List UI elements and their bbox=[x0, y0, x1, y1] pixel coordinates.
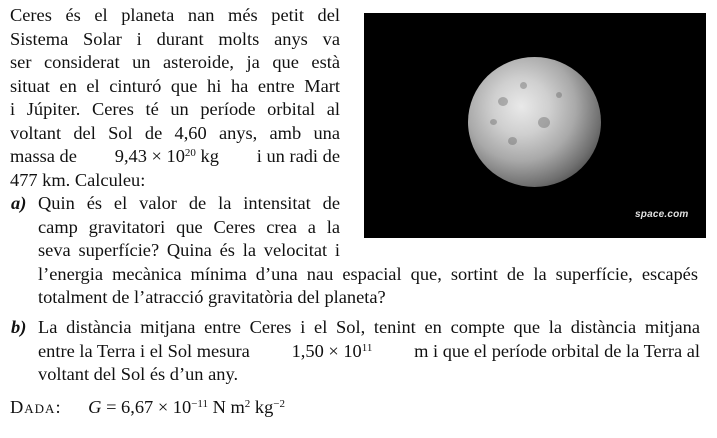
question-a-label: a) bbox=[11, 193, 27, 213]
watermark-text: space.com bbox=[635, 209, 689, 220]
question-b-line: entre la Terra i el Sol mesura $1,50 \times 10^{11}$ m i que el període orbital de la Terra al bbox=[38, 340, 700, 361]
intro-line: situat en el cinturó que hi ha entre Mart bbox=[10, 75, 340, 96]
ceres-planet-image bbox=[468, 57, 601, 187]
question-b-line: voltant del Sol és d’un any. bbox=[38, 364, 239, 384]
data-label: Dada: bbox=[10, 397, 62, 417]
intro-line: Sistema Solar i durant molts anys va bbox=[10, 28, 340, 49]
data-section bbox=[10, 396, 285, 420]
mass-value: $9,43 \times 10^{20}$ kg bbox=[114, 146, 219, 166]
question-a-text bbox=[38, 192, 698, 310]
gravity-constant: $G = 6,67 \times 10^{-11}$ N $m^2$ $kg^{-2}$ bbox=[88, 397, 285, 417]
intro-mass-line bbox=[10, 145, 340, 169]
intro-line: Ceres és el planeta nan més petit del bbox=[10, 5, 340, 25]
intro-paragraph bbox=[10, 4, 340, 192]
question-b-line: La distància mitjana entre Ceres i el Sol, tenint en compte que la distància mitjana bbox=[38, 317, 700, 337]
intro-line: ser considerat un asteroide, ja que està bbox=[10, 52, 340, 72]
question-b-text bbox=[38, 316, 700, 387]
question-b-label: b) bbox=[11, 317, 27, 337]
intro-line: 477 km. Calculeu: bbox=[10, 169, 146, 190]
question-a-line: totalment de l’atracció gravitatòria del planeta? bbox=[38, 287, 386, 307]
question-a-line: Quin és el valor de la intensitat de bbox=[38, 193, 340, 213]
intro-line: voltant del Sol de 4,60 anys, amb una bbox=[10, 122, 340, 143]
question-a-line: l’energia mecànica mínima d’una nau espacial que, sortint de la superfície, escapés bbox=[38, 263, 698, 284]
intro-line: i Júpiter. Ceres té un període orbital al bbox=[10, 99, 340, 119]
mass-suffix: i un radi de bbox=[256, 146, 340, 166]
question-a-line: camp gravitatori que Ceres crea a la bbox=[38, 216, 340, 237]
mass-prefix: massa de bbox=[10, 146, 77, 166]
question-a-line: seva superfície? Quina és la velocitat i bbox=[38, 240, 340, 260]
